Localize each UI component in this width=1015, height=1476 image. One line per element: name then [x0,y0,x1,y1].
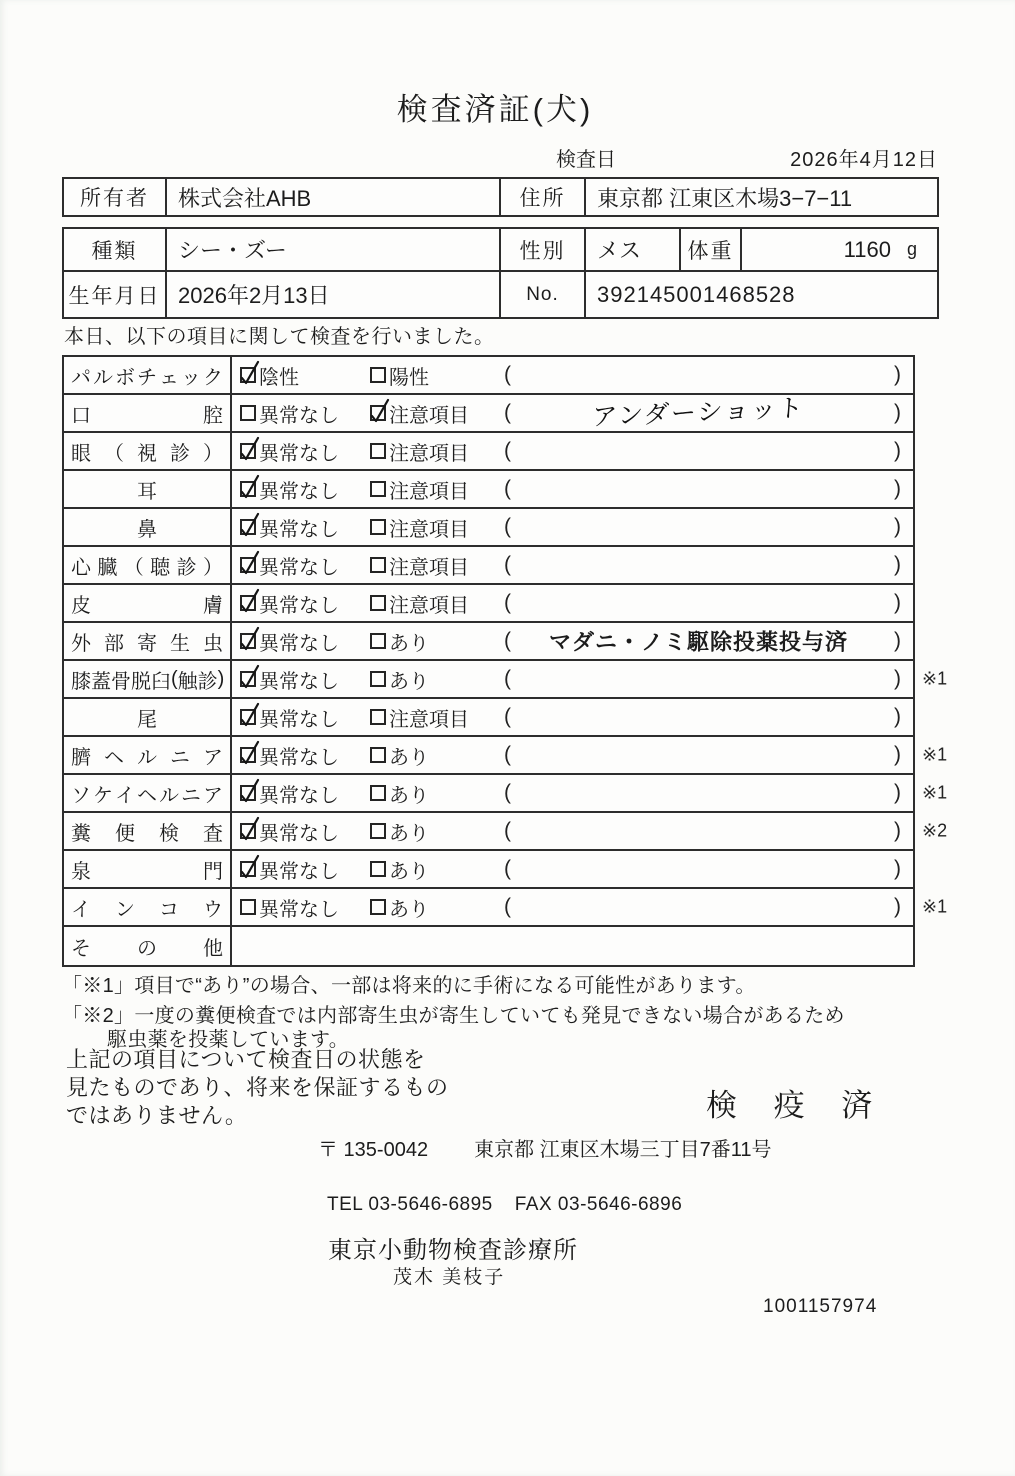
item-char: 臍 [71,746,91,769]
item-char: 臼 [151,670,171,693]
close-paren: ) [894,363,901,386]
checkmark-icon [239,473,261,501]
option-2 [370,433,469,469]
close-paren: ) [894,895,901,918]
footnote-2: 「※2」一度の糞便検査では内部寄生虫が寄生していても発見できない場合があるため [62,1005,845,1027]
option-1 [240,357,299,393]
option-2-label: 注意項目 [389,480,469,503]
item-label [64,737,232,773]
item-label [64,547,232,583]
inspection-row [64,851,913,889]
option-1 [240,699,339,735]
option-2-label: あり [389,860,429,883]
item-char: 視 [137,442,157,465]
checkbox-checked [240,671,256,687]
option-1-label: 異常なし [259,708,339,731]
checkbox-checked [240,481,256,497]
item-char: 脱 [131,670,151,693]
checkmark-icon [239,777,261,805]
option-2 [370,395,469,431]
option-2-label: あり [389,746,429,769]
option-1 [240,395,339,431]
option-1-label: 異常なし [259,860,339,883]
open-paren: ( [504,401,511,424]
clinic-fax: FAX 03-5646-6896 [514,1194,683,1215]
option-1 [240,547,339,583]
item-char: 生 [170,632,190,655]
item-char: 触 [177,670,198,693]
option-1 [240,851,339,887]
close-paren: ) [894,781,901,804]
checkmark-icon [239,587,261,615]
inspection-row [64,699,913,737]
checkbox-checked [240,747,256,763]
open-paren: ( [504,857,511,880]
clinic-address: 東京都 江東区木場三丁目7番11号 [474,1139,772,1161]
checkbox-checked [240,709,256,725]
item-char: 診 [197,670,218,693]
close-paren: ) [894,819,901,842]
option-2 [370,737,429,773]
clinic-tel: TEL 03-5646-6895 [327,1194,493,1215]
item-char: 皮 [71,594,91,617]
checkbox-checked [240,443,256,459]
item-content [232,471,913,507]
checkbox-unchecked [370,633,386,649]
option-1 [240,889,339,925]
item-char: コ [159,898,179,921]
option-2 [370,813,429,849]
open-paren: ( [504,629,511,652]
weight-label: 体重 [679,229,740,270]
item-char: 心 [71,556,91,579]
item-label [64,433,232,469]
checkbox-checked [240,557,256,573]
item-label [64,395,232,431]
footnote-mark: ※1 [922,668,948,689]
inspection-row [64,775,948,813]
option-2 [370,547,469,583]
checkmark-icon [239,701,261,729]
inspection-row [64,737,948,775]
option-2-label: 注意項目 [389,594,469,617]
option-2-label: 注意項目 [389,708,469,731]
checkbox-checked [240,861,256,877]
item-char: ニ [181,784,201,807]
item-char: 検 [159,822,179,845]
item-char: ） [203,442,223,465]
inspection-date-label: 検査日 [556,149,616,171]
clinic-address-line [318,1133,772,1162]
open-paren: ( [504,895,511,918]
option-1-label: 異常なし [259,480,339,503]
item-char: ル [159,784,179,807]
address-label: 住所 [499,179,584,215]
item-label [64,471,232,507]
option-1 [240,471,339,507]
inspection-row [64,433,913,471]
option-2 [370,775,429,811]
breed-label: 種類 [91,239,138,263]
checkbox-unchecked [370,443,386,459]
open-paren: ( [504,705,511,728]
owner-table [62,177,939,217]
option-2 [370,851,429,887]
owner-label: 所有者 [80,187,149,210]
checkbox-checked [240,367,256,383]
option-2-label: 注意項目 [389,442,469,465]
item-char: （ [123,556,144,579]
footnote-mark: ※1 [922,744,948,765]
checkmark-icon [239,625,261,653]
item-content [232,813,913,849]
item-content [232,433,913,469]
checkbox-unchecked [370,709,386,725]
close-paren: ) [894,439,901,462]
inspection-table [62,355,948,967]
disclaimer-block [66,1046,449,1130]
item-content [232,737,913,773]
item-char: 蓋 [91,670,111,693]
checkmark-icon [239,511,261,539]
option-2-label: あり [389,822,429,845]
item-label [64,699,232,735]
item-content [232,547,913,583]
footnote-mark: ※1 [922,782,948,803]
inspection-row [64,509,913,547]
item-char: 泉 [71,860,91,883]
open-paren: ( [504,363,511,386]
item-char: 他 [203,937,223,960]
option-1-label: 異常なし [259,746,339,769]
option-1-label: 異常なし [259,670,339,693]
open-paren: ( [504,553,511,576]
item-label [64,623,232,659]
inspection-date-value: 2026年4月12日 [790,149,938,171]
checkbox-unchecked [240,405,256,421]
item-char: 鼻 [137,518,157,541]
option-1 [240,623,339,659]
quarantine-passed-stamp: 検 疫 済 [706,1088,887,1123]
checkbox-checked [370,405,386,421]
item-char: 便 [115,822,135,845]
id-number-value: 392145001468528 [584,272,937,317]
option-2 [370,889,429,925]
inspection-row [64,395,913,433]
id-number-label: No. [499,272,584,317]
item-content [232,699,913,735]
item-label [64,357,232,393]
item-char: 眼 [71,442,91,465]
option-1-label: 陰性 [259,366,299,389]
close-paren: ) [894,705,901,728]
option-1 [240,509,339,545]
item-char: （ [104,442,124,465]
item-char: ェ [159,366,179,389]
breed-value: シー・ズー [165,229,499,270]
item-char: 尾 [137,708,157,731]
option-2 [370,357,429,393]
checkmark-icon [369,397,391,425]
footnote-1: 「※1」項目で“あり”の場合、一部は将来的に手術になる可能性があります。 [62,975,756,997]
checkbox-unchecked [370,671,386,687]
option-1 [240,813,339,849]
item-char: パ [71,366,91,389]
inspection-row [64,585,913,623]
checkmark-icon [239,435,261,463]
inspection-row [64,661,948,699]
checkmark-icon [239,359,261,387]
item-char: ア [203,784,223,807]
disclaimer-line-2: 見たものであり、将来を保証するもの [66,1075,449,1100]
option-2-label: 注意項目 [389,518,469,541]
owner-value: 株式会社AHB [165,179,499,215]
checkbox-unchecked [370,557,386,573]
item-content [232,851,913,887]
clinic-name: 東京小動物検査診療所 [328,1237,578,1264]
item-char: イ [71,898,91,921]
option-1-label: 異常なし [259,556,339,579]
animal-table-row-1 [64,229,937,272]
weight-unit: g [906,239,917,259]
item-char: ウ [203,898,223,921]
veterinarian-name: 茂木 美枝子 [393,1267,506,1288]
item-char: ソ [71,784,91,807]
item-char: ル [137,746,157,769]
option-2-label: 陽性 [389,366,429,389]
item-content [232,775,913,811]
item-char: 査 [203,822,223,845]
option-1-label: 異常なし [259,784,339,807]
checkbox-unchecked [370,481,386,497]
item-char: ） [202,556,223,579]
birthdate-value: 2026年2月13日 [165,272,499,317]
option-2 [370,661,429,697]
item-char: 外 [71,632,91,655]
option-2-label: あり [389,670,429,693]
item-char: 部 [104,632,124,655]
footnote-mark: ※1 [922,896,948,917]
item-char: の [137,937,157,960]
option-1 [240,585,339,621]
item-char: 膚 [203,594,223,617]
option-2-label: あり [389,898,429,921]
checkbox-checked [240,595,256,611]
option-2 [370,585,469,621]
item-char: チ [137,366,157,389]
item-char: ッ [181,366,201,389]
serial-number: 1001157974 [763,1296,878,1317]
option-1-label: 異常なし [259,518,339,541]
inspection-row [64,927,913,965]
checkmark-icon [239,549,261,577]
document-title: 検査済証(犬) [396,92,594,127]
option-2 [370,623,429,659]
item-char: 門 [203,860,223,883]
note-text: アンダーショット [591,394,806,432]
item-label [64,813,232,849]
animal-table [62,227,939,319]
item-char: 骨 [111,670,131,693]
close-paren: ) [894,857,901,880]
clinic-postal-code: 〒 135-0042 [318,1139,429,1161]
item-char: 寄 [137,632,157,655]
address-value: 東京都 江東区木場3−7−11 [584,179,937,215]
option-1-label: 異常なし [259,404,339,427]
item-content [232,661,913,697]
item-char: ) [217,667,225,690]
footnote-mark: ※2 [922,820,948,841]
checkmark-icon [239,739,261,767]
item-char: 膝 [71,670,91,693]
item-label [64,927,232,965]
option-1 [240,737,339,773]
inspection-row [64,813,948,851]
item-char: ク [203,366,223,389]
checkbox-unchecked [370,367,386,383]
item-content [232,585,913,621]
clinic-phone-line [327,1194,682,1216]
inspection-row [64,623,913,661]
item-char: ア [203,746,223,769]
intro-text: 本日、以下の項目に関して検査を行いました。 [64,326,495,348]
item-char: 診 [176,556,197,579]
footnote-2-continued: 駆虫薬を投薬しています。 [107,1029,349,1051]
option-1 [240,433,339,469]
option-2-label: あり [389,632,429,655]
checkbox-unchecked [370,747,386,763]
checkbox-checked [240,785,256,801]
option-1-label: 異常なし [259,594,339,617]
option-1 [240,775,339,811]
close-paren: ) [894,629,901,652]
option-2-label: あり [389,784,429,807]
item-label [64,889,232,925]
close-paren: ) [894,515,901,538]
item-char: ニ [170,746,190,769]
disclaimer-line-3: ではありません。 [66,1103,248,1128]
option-1-label: 異常なし [259,822,339,845]
item-content [232,927,913,965]
sex-value: メス [584,229,679,270]
option-2 [370,509,469,545]
item-char: 虫 [203,632,223,655]
option-1-label: 異常なし [259,632,339,655]
checkbox-checked [240,519,256,535]
item-char: イ [115,784,135,807]
item-content [232,509,913,545]
note-text: マダニ・ノミ駆除投薬投与済 [548,629,848,655]
item-char: 糞 [71,822,91,845]
option-1-label: 異常なし [259,442,339,465]
close-paren: ) [894,591,901,614]
close-paren: ) [894,743,901,766]
item-label [64,851,232,887]
item-content [232,889,913,925]
item-label [64,661,232,697]
option-1-label: 異常なし [259,898,339,921]
inspection-date-row [62,143,938,169]
option-2-label: 注意項目 [389,404,469,427]
inspection-row [64,547,913,585]
open-paren: ( [504,667,511,690]
item-char: ル [93,366,113,389]
checkbox-unchecked [370,785,386,801]
item-char: ボ [115,366,135,389]
checkmark-icon [239,853,261,881]
weight-value [740,229,937,270]
disclaimer-line-1: 上記の項目について検査日の状態を [66,1047,426,1072]
item-content [232,395,913,431]
option-2-label: 注意項目 [389,556,469,579]
open-paren: ( [504,743,511,766]
item-char: 口 [71,404,91,427]
checkbox-unchecked [240,899,256,915]
open-paren: ( [504,439,511,462]
checkbox-checked [240,823,256,839]
open-paren: ( [504,781,511,804]
item-label [64,509,232,545]
close-paren: ) [894,553,901,576]
close-paren: ) [894,667,901,690]
weight-number: 1160 [843,236,891,262]
sex-label: 性別 [499,229,584,270]
item-char: そ [71,937,91,960]
open-paren: ( [504,515,511,538]
item-char: 耳 [137,480,157,503]
open-paren: ( [504,477,511,500]
open-paren: ( [504,591,511,614]
item-char: ヘ [137,784,157,807]
open-paren: ( [504,819,511,842]
item-char: 臓 [97,556,118,579]
checkmark-icon [239,663,261,691]
item-char: 聴 [150,556,171,579]
option-1 [240,661,339,697]
checkbox-unchecked [370,519,386,535]
animal-table-row-2 [64,272,937,317]
item-char: ケ [93,784,113,807]
close-paren: ) [894,477,901,500]
item-char: 腔 [203,404,223,427]
checkbox-unchecked [370,899,386,915]
checkbox-unchecked [370,861,386,877]
checkmark-icon [239,815,261,843]
option-2 [370,699,469,735]
item-char: ン [115,898,135,921]
item-content [232,623,913,659]
inspection-row [64,889,948,927]
item-label [64,585,232,621]
checkbox-unchecked [370,823,386,839]
item-char: 診 [170,442,190,465]
item-char: ヘ [104,746,124,769]
item-label [64,775,232,811]
option-2 [370,471,469,507]
birthdate-label: 生年月日 [68,284,161,308]
item-char: ( [171,667,178,690]
checkbox-checked [240,633,256,649]
inspection-row [64,471,913,509]
checkbox-unchecked [370,595,386,611]
close-paren: ) [894,401,901,424]
